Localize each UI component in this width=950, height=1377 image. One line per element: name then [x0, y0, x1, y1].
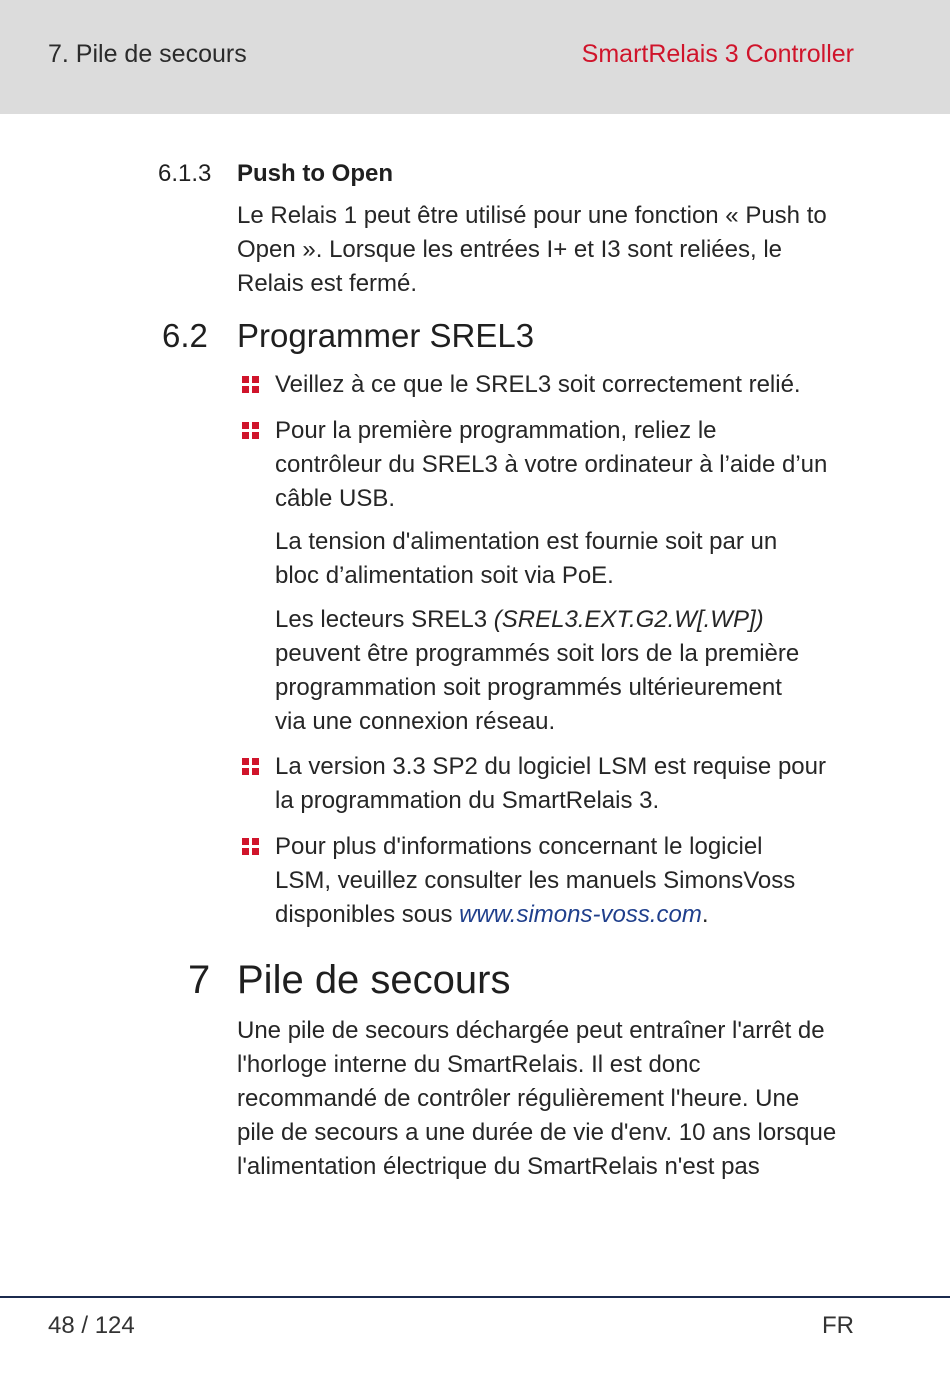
footer-divider	[0, 1296, 950, 1298]
section-7-paragraph: Une pile de secours déchargée peut entraîner l'arrêt de l'horloge interne du SmartRelais. Il est donc recommandé de contrôler régulièrement l'heure. Une pile de secours a une durée de vie d'env. 10 ans lorsque l'alimentation électrique du SmartRelais n'est pas	[237, 1017, 837, 1180]
product-name: SmartRelais 3 Controller	[581, 40, 854, 68]
bullet-icon	[242, 758, 260, 776]
reader-model: (SREL3.EXT.G2.W[.WP])	[493, 606, 764, 633]
page-number: 48 / 124	[48, 1312, 135, 1339]
bullet-item-connect: Veillez à ce que le SREL3 soit correctement relié.	[275, 371, 801, 398]
section-613-paragraph: Le Relais 1 peut être utilisé pour une fonction « Push to Open ». Lorsque les entrées I+ et I3 sont reliées, le Relais est fermé.	[237, 202, 827, 297]
chapter-title: 7. Pile de secours	[48, 40, 247, 68]
simonsvoss-link[interactable]: www.simons-voss.com	[459, 901, 702, 928]
section-7-number: 7	[188, 958, 211, 1002]
note-power-supply: La tension d'alimentation est fournie soit par un bloc d’alimentation soit via PoE.	[275, 528, 778, 589]
section-62-number: 6.2	[162, 317, 208, 354]
section-62-title: Programmer SREL3	[237, 317, 535, 354]
note-readers: Les lecteurs SREL3 (SREL3.EXT.G2.W[.WP]) peuvent être programmés soit lors de la première programmation soit programmés ultérieurement via une connexion réseau.	[275, 606, 800, 735]
section-613-title: Push to Open	[237, 160, 393, 187]
bullet-icon	[242, 376, 260, 394]
bullet-item-lsm-version: La version 3.3 SP2 du logiciel LSM est requise pour la programmation du SmartRelais 3.	[275, 753, 826, 814]
section-7-title: Pile de secours	[237, 958, 511, 1002]
bullet-item-more-info: Pour plus d'informations concernant le logiciel LSM, veuillez consulter les manuels SimonsVoss disponibles sous www.simons-voss.com.	[275, 833, 796, 928]
bullet-icon	[242, 838, 260, 856]
page-header	[0, 0, 950, 114]
bullet-item-first-programming: Pour la première programmation, reliez le contrôleur du SREL3 à votre ordinateur à l’aide d’un câble USB.	[275, 417, 828, 512]
section-613-number: 6.1.3	[158, 160, 212, 187]
bullet-icon	[242, 422, 260, 440]
language-code: FR	[822, 1312, 854, 1339]
